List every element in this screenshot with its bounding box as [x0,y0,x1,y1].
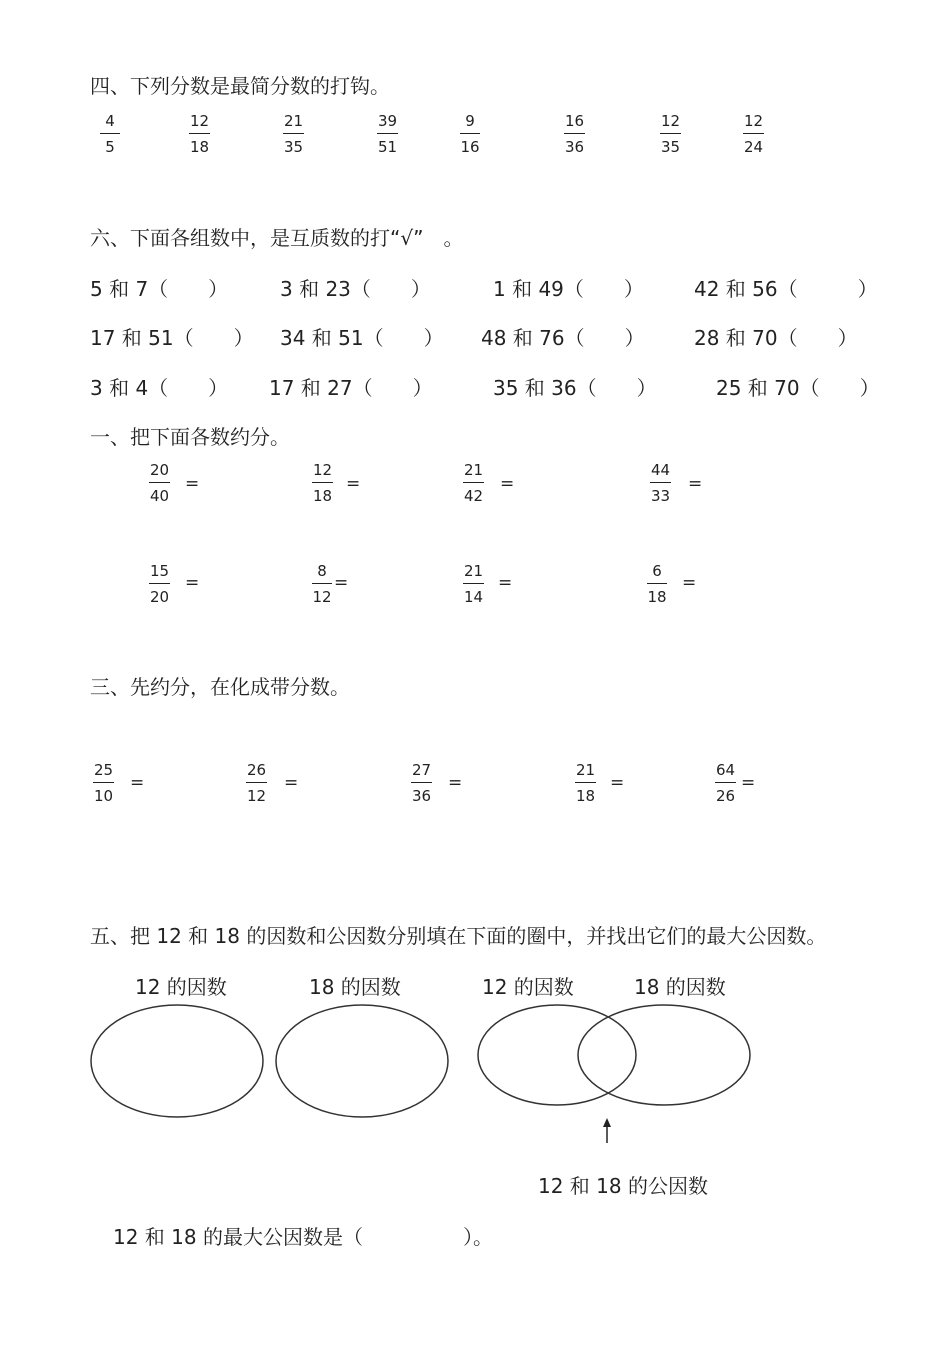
number-pair[interactable]: 17 和 51（ ） [90,326,254,350]
number-pair[interactable]: 42 和 56（ ） [694,277,878,301]
equals-sign: = [688,474,703,494]
factors-18-overlap-circle[interactable] [578,1005,750,1105]
section4-heading: 四、下列分数是最简分数的打钩。 [90,74,390,98]
fraction: $\frac{21}{18}$ [576,761,596,805]
equals-sign: = [185,573,200,593]
fraction: $\frac{8}{12}$ [312,562,332,606]
fraction[interactable]: $\frac{16}{36}$ [565,112,585,156]
number-pair[interactable]: 28 和 70（ ） [694,326,858,350]
section3-heading: 三、先约分，在化成带分数。 [90,675,350,699]
section5-heading: 五、把 12 和 18 的因数和公因数分别填在下面的圈中，并找出它们的最大公因数。 [90,924,827,948]
fraction: $\frac{12}{18}$ [313,461,333,505]
fraction: $\frac{21}{14}$ [464,562,484,606]
number-pair[interactable]: 3 和 4（ ） [90,376,229,400]
section6-heading: 六、下面各组数中，是互质数的打“√” 。 [90,226,464,250]
fraction[interactable]: $\frac{12}{18}$ [190,112,210,156]
factors-12-label: 12 的因数 [135,975,227,999]
equals-sign: = [498,573,513,593]
equals-sign: = [284,773,299,793]
number-pair[interactable]: 5 和 7（ ） [90,277,229,301]
arrow-head-icon [603,1118,611,1127]
number-pair[interactable]: 25 和 70（ ） [716,376,880,400]
number-pair[interactable]: 35 和 36（ ） [493,376,657,400]
factors-12-label: 12 的因数 [482,975,574,999]
fraction: $\frac{44}{33}$ [651,461,671,505]
equals-sign: = [610,773,625,793]
fraction: $\frac{25}{10}$ [94,761,114,805]
factors-18-label: 18 的因数 [309,975,401,999]
fraction[interactable]: $\frac{4}{5}$ [100,114,120,155]
factors-12-circle[interactable] [91,1005,263,1117]
number-pair[interactable]: 34 和 51（ ） [280,326,444,350]
fraction: $\frac{26}{12}$ [247,761,267,805]
equals-sign: = [741,773,756,793]
equals-sign: = [448,773,463,793]
equals-sign: = [682,573,697,593]
gcd-prompt[interactable]: 12 和 18 的最大公因数是（ ）。 [113,1225,493,1249]
number-pair[interactable]: 17 和 27（ ） [269,376,433,400]
equals-sign: = [334,573,349,593]
fraction[interactable]: $\frac{21}{35}$ [284,112,304,156]
factors-18-label: 18 的因数 [634,975,726,999]
equals-sign: = [130,773,145,793]
fraction: $\frac{15}{20}$ [150,562,170,606]
fraction: $\frac{20}{40}$ [150,461,170,505]
fraction[interactable]: $\frac{12}{35}$ [661,112,681,156]
fraction[interactable]: $\frac{12}{24}$ [744,112,764,156]
equals-sign: = [346,474,361,494]
fraction: $\frac{6}{18}$ [647,562,667,606]
fraction[interactable]: $\frac{9}{16}$ [460,112,480,156]
number-pair[interactable]: 1 和 49（ ） [493,277,644,301]
fraction: $\frac{21}{42}$ [464,461,484,505]
factors-18-circle[interactable] [276,1005,448,1117]
number-pair[interactable]: 3 和 23（ ） [280,277,431,301]
number-pair[interactable]: 48 和 76（ ） [481,326,645,350]
fraction: $\frac{27}{36}$ [412,761,432,805]
fraction[interactable]: $\frac{39}{51}$ [378,112,398,156]
factors-12-overlap-circle[interactable] [478,1005,636,1105]
section1-heading: 一、把下面各数约分。 [90,425,290,449]
equals-sign: = [185,474,200,494]
common-factors-label: 12 和 18 的公因数 [538,1174,708,1198]
fraction: $\frac{64}{26}$ [716,761,736,805]
equals-sign: = [500,474,515,494]
